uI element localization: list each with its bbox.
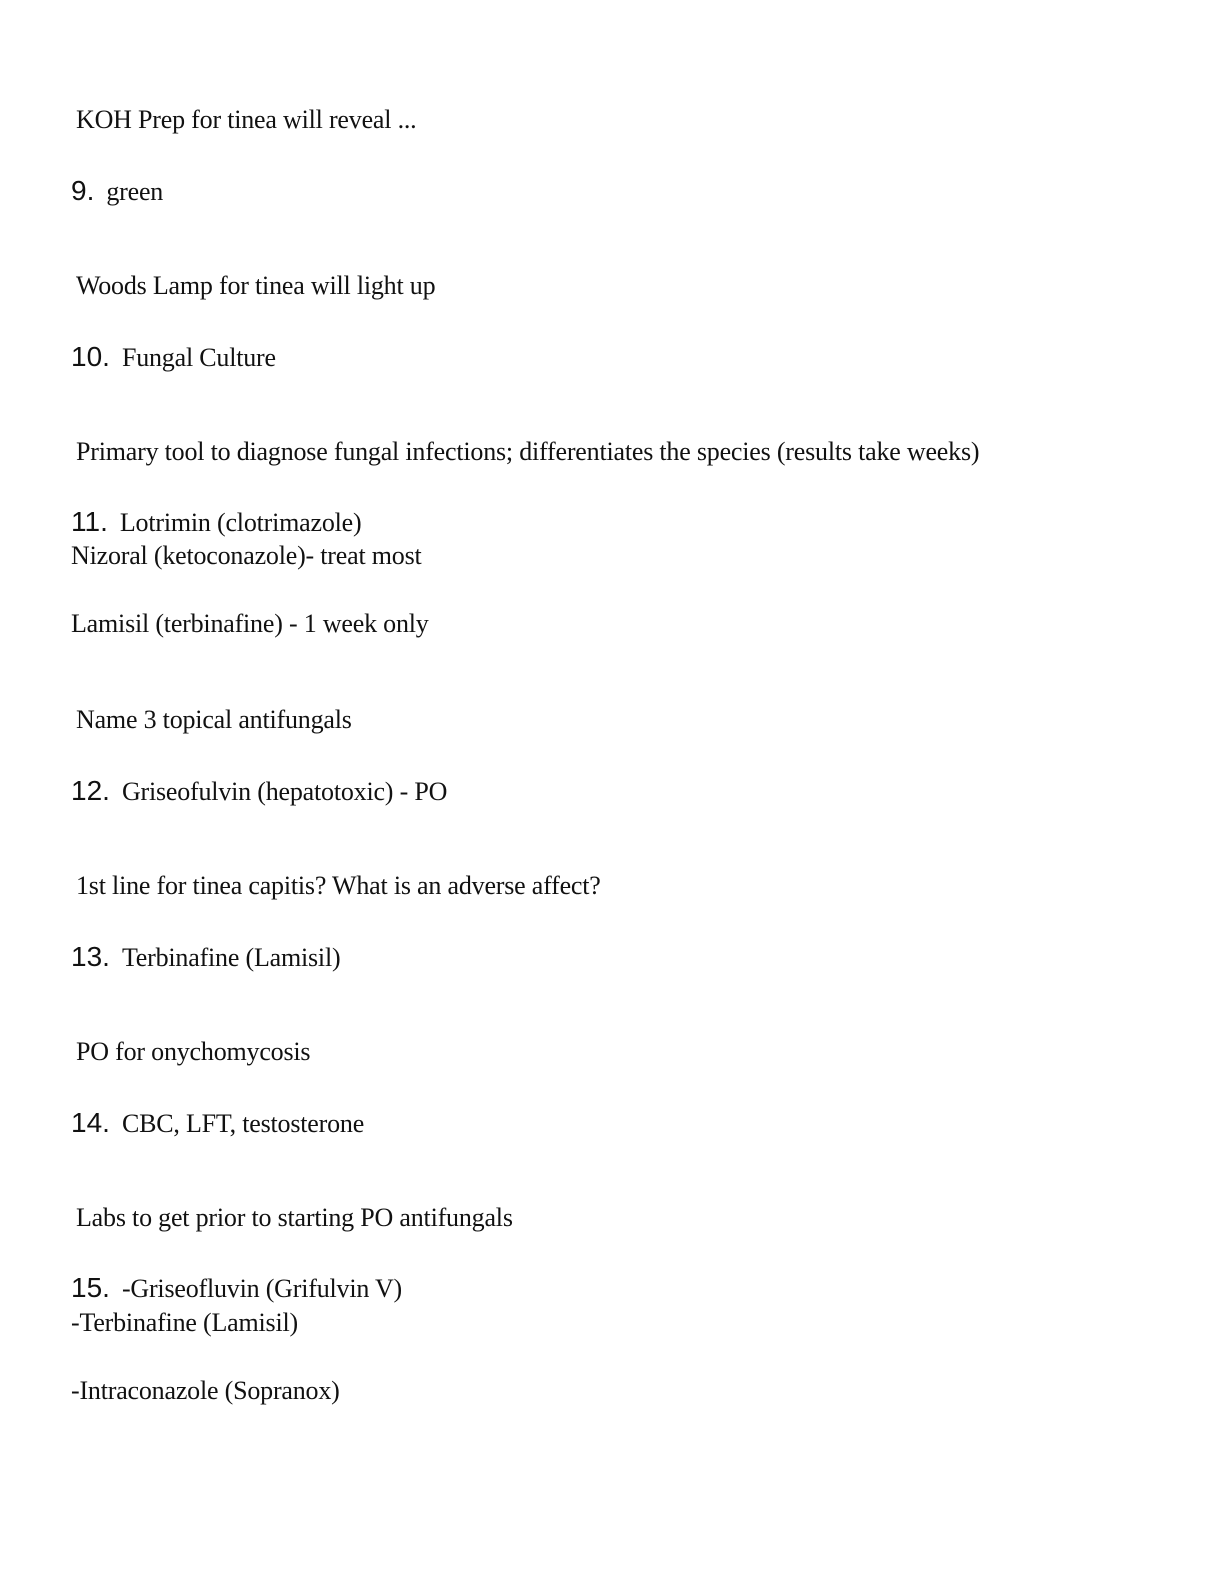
answer-9 [71, 175, 163, 208]
answer-text: Terbinafine (Lamisil) [121, 943, 341, 972]
answer-text: Fungal Culture [121, 343, 276, 372]
answer-12 [71, 775, 447, 808]
question-onychomycosis: PO for onychomycosis [76, 1037, 311, 1066]
answer-text: CBC, LFT, testosterone [121, 1109, 365, 1138]
item-number: 9. [71, 175, 95, 206]
answer-15 [71, 1272, 402, 1305]
item-number: 13. [71, 941, 110, 972]
question-topical-antifungals: Name 3 topical antifungals [76, 705, 352, 734]
item-number: 10. [71, 341, 110, 372]
answer-10 [71, 341, 276, 374]
answer-text: Lotrimin (clotrimazole) [119, 508, 362, 537]
question-tinea-capitis: 1st line for tinea capitis? What is an adverse affect? [76, 871, 601, 900]
item-number: 14. [71, 1107, 110, 1138]
answer-11 [71, 506, 361, 539]
answer-11-line-2: Nizoral (ketoconazole)- treat most [71, 541, 422, 570]
answer-text: -Griseofluvin (Grifulvin V) [121, 1274, 403, 1303]
answer-text: green [106, 177, 164, 206]
answer-text: Griseofulvin (hepatotoxic) - PO [121, 777, 448, 806]
question-labs: Labs to get prior to starting PO antifungals [76, 1203, 513, 1232]
item-number: 12. [71, 775, 110, 806]
answer-15-line-3: -Intraconazole (Sopranox) [71, 1376, 340, 1405]
answer-11-line-3: Lamisil (terbinafine) - 1 week only [71, 609, 429, 638]
question-koh-prep: KOH Prep for tinea will reveal ... [76, 105, 417, 134]
question-fungal-diagnosis: Primary tool to diagnose fungal infections; differentiates the species (results take weeks) [76, 437, 980, 466]
answer-13 [71, 941, 340, 974]
answer-15-line-2: -Terbinafine (Lamisil) [71, 1308, 298, 1337]
answer-14 [71, 1107, 364, 1140]
question-woods-lamp: Woods Lamp for tinea will light up [76, 271, 436, 300]
item-number: 15. [71, 1272, 110, 1303]
item-number: 11. [71, 506, 108, 537]
